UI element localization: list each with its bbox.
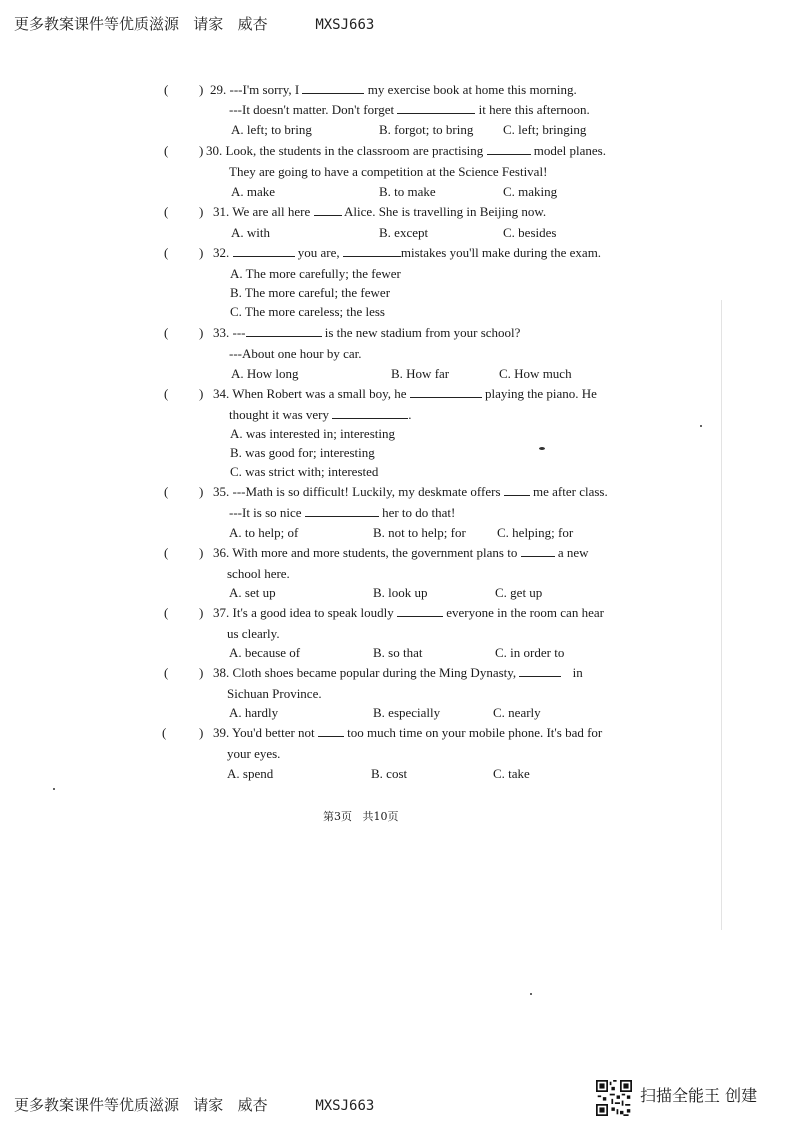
- option-a: A. The more carefully; the fewer: [230, 266, 401, 281]
- answer-paren-close: ): [199, 605, 204, 620]
- question-number: 37.: [213, 605, 230, 620]
- answer-paren-close: ): [199, 82, 204, 97]
- blank: [314, 202, 342, 216]
- answer-paren-open: (: [164, 665, 169, 680]
- blank: [246, 323, 322, 337]
- answer-paren-close: ): [199, 386, 204, 401]
- answer-paren-open: (: [164, 545, 169, 560]
- option-a: A. hardly: [229, 705, 279, 720]
- answer-paren-open: (: [162, 725, 167, 740]
- answer-paren-open: (: [164, 386, 169, 401]
- option-c: C. nearly: [493, 705, 541, 720]
- option-c: C. in order to: [495, 645, 565, 660]
- option-c: C. get up: [495, 585, 543, 600]
- option-b: B. cost: [371, 766, 408, 781]
- blank: [519, 663, 561, 677]
- answer-paren-close: ): [199, 545, 204, 560]
- answer-paren-open: (: [164, 204, 169, 219]
- scan-edge-line: [721, 300, 722, 930]
- scanner-watermark: 扫描全能王 创建: [640, 1086, 758, 1105]
- answer-paren-open: (: [164, 82, 169, 97]
- question-number: 32.: [213, 245, 230, 260]
- option-b: B. look up: [373, 585, 428, 600]
- option-b: B. except: [379, 225, 429, 240]
- blank: [410, 384, 482, 398]
- blank: [504, 482, 530, 496]
- banner-text: 更多教案课件等优质滋源 请家 威杏: [14, 1096, 268, 1114]
- answer-paren-open: (: [164, 484, 169, 499]
- blank: [332, 405, 408, 419]
- banner-text: 更多教案课件等优质滋源 请家 威杏: [14, 15, 268, 33]
- option-a: A. was interested in; interesting: [230, 426, 395, 441]
- option-b: B. forgot; to bring: [379, 122, 474, 137]
- scan-speck: [539, 447, 545, 450]
- blank: [397, 603, 443, 617]
- scan-speck: [530, 993, 532, 995]
- question-number: 36.: [213, 545, 230, 560]
- blank: [343, 243, 401, 257]
- question-number: 35.: [213, 484, 230, 499]
- qr-code-icon: [596, 1080, 632, 1116]
- page-number: 第3页 共10页: [323, 810, 399, 823]
- blank: [233, 243, 295, 257]
- scan-speck: [700, 425, 702, 427]
- option-b: B. to make: [379, 184, 436, 199]
- option-a: A. make: [231, 184, 276, 199]
- answer-paren-close: ): [199, 325, 204, 340]
- blank: [318, 723, 344, 737]
- option-b: B. The more careful; the fewer: [230, 285, 391, 300]
- option-c: C. left; bringing: [503, 122, 587, 137]
- option-c: C. was strict with; interested: [230, 464, 379, 479]
- answer-paren-close: ): [199, 484, 204, 499]
- option-c: C. take: [493, 766, 530, 781]
- question-number: 33.: [213, 325, 230, 340]
- banner-code: MXSJ663: [315, 1098, 375, 1114]
- option-b: B. so that: [373, 645, 423, 660]
- blank: [521, 543, 555, 557]
- option-a: A. because of: [229, 645, 301, 660]
- blank: [487, 141, 531, 155]
- option-c: C. making: [503, 184, 558, 199]
- answer-paren-close: ): [199, 665, 204, 680]
- question-number: 39.: [213, 725, 230, 740]
- option-a: A. to help; of: [229, 525, 299, 540]
- option-b: B. How far: [391, 366, 450, 381]
- answer-paren-close: ): [199, 204, 204, 219]
- blank: [302, 80, 364, 94]
- question-number: 29.: [210, 82, 227, 97]
- answer-paren-open: (: [164, 325, 169, 340]
- question-number: 34.: [213, 386, 230, 401]
- banner-top: [14, 13, 374, 34]
- question-number: 30.: [206, 143, 223, 158]
- option-c: C. How much: [499, 366, 572, 381]
- blank: [305, 503, 379, 517]
- scan-speck: [53, 788, 55, 790]
- answer-paren-open: (: [164, 245, 169, 260]
- option-a: A. left; to bring: [231, 122, 312, 137]
- answer-paren-close: ): [199, 143, 204, 158]
- question-number: 38.: [213, 665, 230, 680]
- option-a: A. set up: [229, 585, 276, 600]
- question-number: 31.: [213, 204, 230, 219]
- answer-paren-close: ): [199, 245, 204, 260]
- option-b: B. especially: [373, 705, 441, 720]
- banner-code: MXSJ663: [315, 17, 375, 33]
- blank: [397, 100, 475, 114]
- option-c: C. The more careless; the less: [230, 304, 385, 319]
- answer-paren-open: (: [164, 605, 169, 620]
- option-c: C. helping; for: [497, 525, 574, 540]
- option-b: B. was good for; interesting: [230, 445, 375, 460]
- banner-bottom: [14, 1094, 374, 1115]
- answer-paren-close: ): [199, 725, 204, 740]
- option-a: A. spend: [227, 766, 274, 781]
- answer-paren-open: (: [164, 143, 169, 158]
- option-a: A. How long: [231, 366, 299, 381]
- option-c: C. besides: [503, 225, 557, 240]
- option-b: B. not to help; for: [373, 525, 466, 540]
- option-a: A. with: [231, 225, 270, 240]
